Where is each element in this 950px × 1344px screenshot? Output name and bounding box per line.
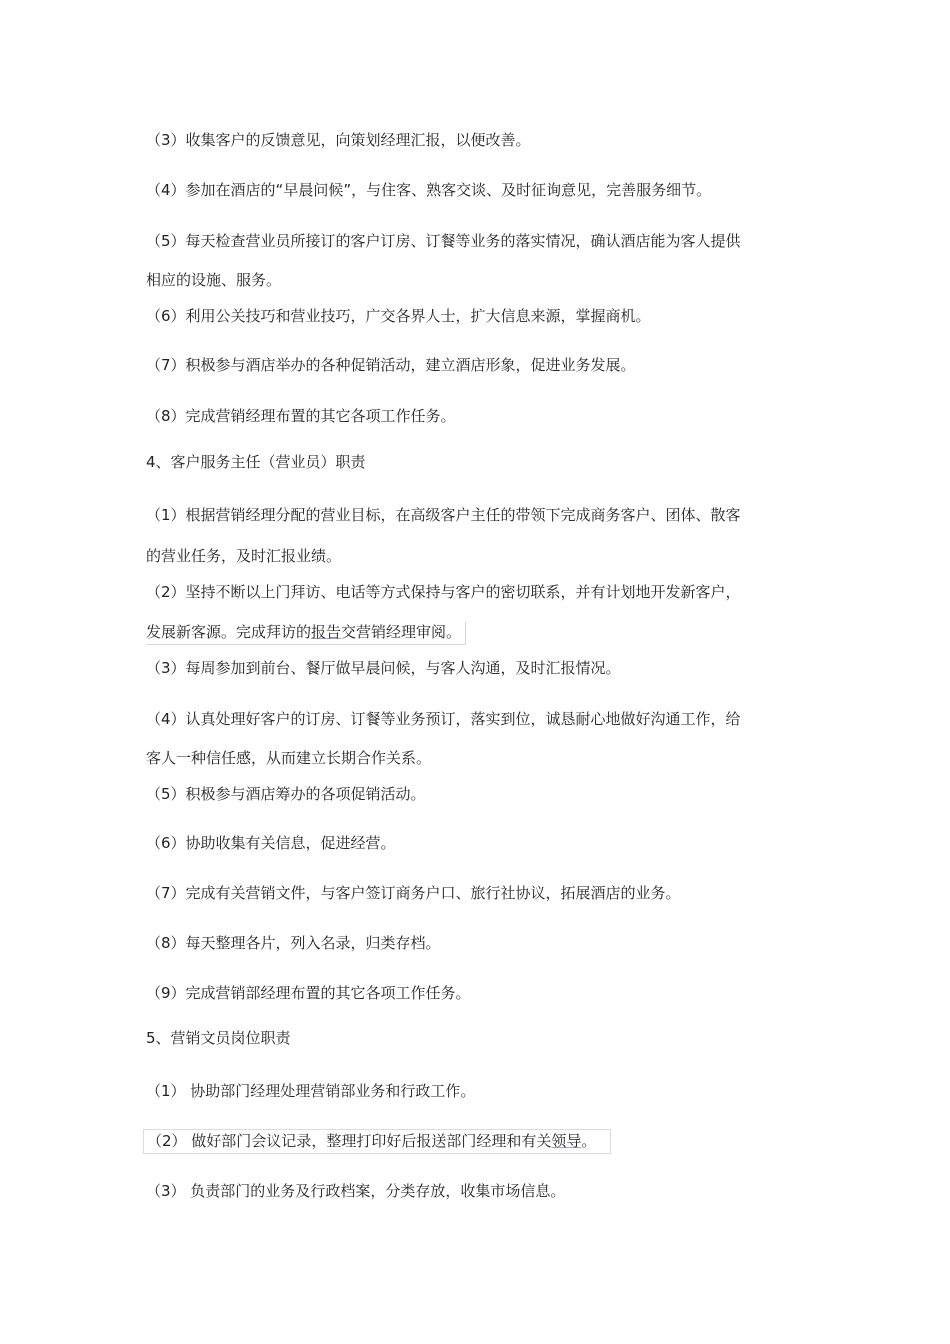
section-heading-4: 4、客户服务主任（营业员）职责 [146, 453, 366, 471]
paragraph-3-5-line-2: 相应的设施、服务。 [146, 271, 282, 289]
paragraph-4-4-line-1: （4）认真处理好客户的订房、订餐等业务预订，落实到位，诚恳耐心地做好沟通工作，给 [146, 710, 741, 728]
paragraph-4-1-line-2: 的营业任务，及时汇报业绩。 [146, 547, 342, 565]
paragraph-3-8: （8）完成营销经理布置的其它各项工作任务。 [146, 407, 456, 425]
paragraph-3-6: （6）利用公关技巧和营业技巧，广交各界人士，扩大信息来源，掌握商机。 [146, 307, 651, 325]
paragraph-4-4-line-2: 客人一种信任感，从而建立长期合作关系。 [146, 749, 432, 767]
paragraph-5-3: （3） 负责部门的业务及行政档案，分类存放，收集市场信息。 [146, 1182, 566, 1200]
paragraph-4-5: （5）积极参与酒店筹办的各项促销活动。 [146, 785, 426, 803]
paragraph-text: （2） 做好部门会议记录，整理打印好后报送部门经理和有关 [147, 1132, 552, 1150]
paragraph-3-5-line-1: （5）每天检查营业员所接订的客户订房、订餐等业务的落实情况，确认酒店能为客人提供 [146, 232, 741, 250]
paragraph-4-8: （8）每天整理各片，列入名录，归类存档。 [146, 934, 441, 952]
paragraph-text: 交营销经理审阅。 [341, 623, 462, 641]
paragraph-text: 。 [581, 1132, 597, 1150]
paragraph-4-1-line-1: （1）根据营销经理分配的营业目标，在高级客户主任的带领下完成商务客户、团体、散客 [146, 506, 741, 524]
report-link[interactable]: 报告 [311, 623, 342, 641]
paragraph-4-7: （7）完成有关营销文件，与客户签订商务户口、旅行社协议，拓展酒店的业务。 [146, 884, 681, 902]
paragraph-4-3: （3）每周参加到前台、餐厅做早晨问候，与客人沟通，及时汇报情况。 [146, 659, 621, 677]
paragraph-4-2-line-1: （2）坚持不断以上门拜访、电话等方式保持与客户的密切联系，并有计划地开发新客户， [146, 583, 741, 601]
paragraph-5-2 [143, 1129, 611, 1154]
leader-link[interactable]: 领导 [551, 1132, 582, 1150]
section-heading-5: 5、营销文员岗位职责 [146, 1029, 291, 1047]
paragraph-4-2-line-2 [146, 622, 466, 645]
paragraph-3-7: （7）积极参与酒店举办的各种促销活动，建立酒店形象，促进业务发展。 [146, 356, 636, 374]
paragraph-4-9: （9）完成营销部经理布置的其它各项工作任务。 [146, 984, 471, 1002]
paragraph-3-3: （3）收集客户的反馈意见，向策划经理汇报，以便改善。 [146, 131, 531, 149]
paragraph-3-4: （4）参加在酒店的“早晨问候”，与住客、熟客交谈、及时征询意见，完善服务细节。 [146, 181, 712, 199]
paragraph-5-1: （1） 协助部门经理处理营销部业务和行政工作。 [146, 1082, 476, 1100]
paragraph-text: 发展新客源。完成拜访的 [146, 623, 312, 641]
paragraph-4-6: （6）协助收集有关信息，促进经营。 [146, 834, 396, 852]
